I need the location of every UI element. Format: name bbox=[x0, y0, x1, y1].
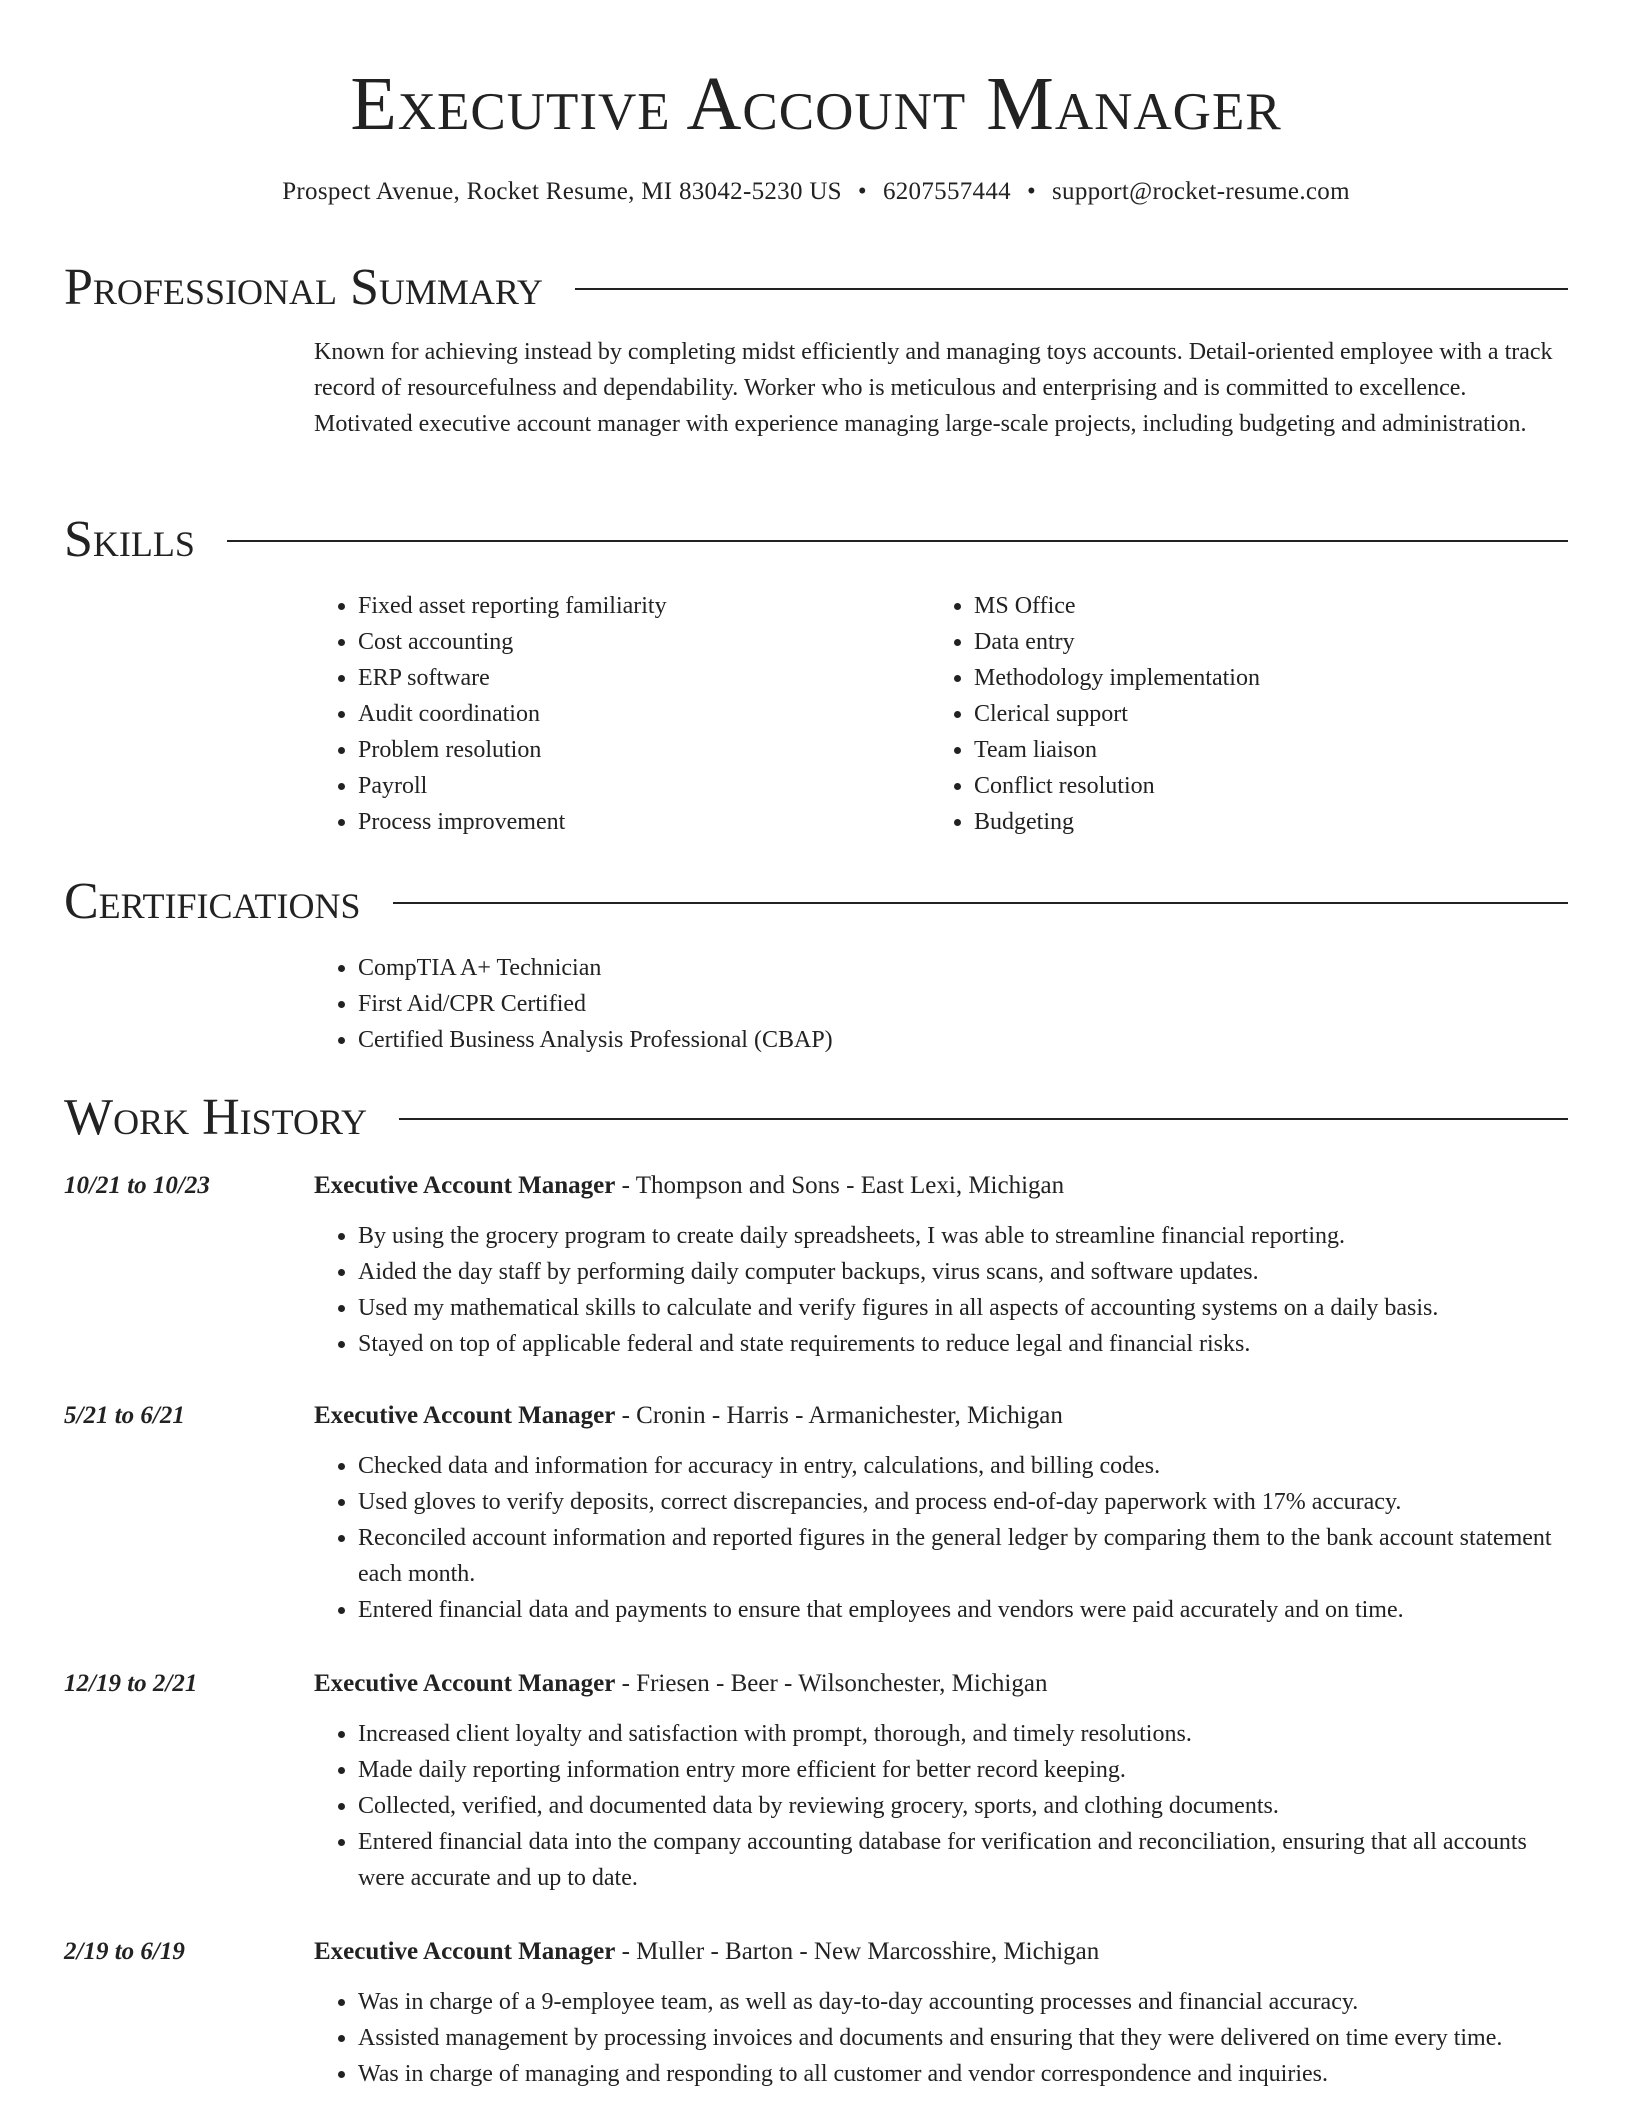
job-dates: 5/21 to 6/21 bbox=[64, 1402, 185, 1429]
job-entry bbox=[64, 1168, 1568, 1362]
section-title: Work History bbox=[64, 1089, 368, 1146]
job-bullet: • Was in charge of managing and responding to all customer and vendor correspondence and inquiries. bbox=[358, 2056, 1568, 2092]
skill-item: • Budgeting bbox=[974, 804, 1546, 840]
contact-separator: • bbox=[857, 178, 867, 205]
job-bullet: • Increased client loyalty and satisfaction with prompt, thorough, and timely resolutions. bbox=[358, 1716, 1568, 1752]
skills-columns bbox=[314, 588, 1568, 840]
certifications-list bbox=[314, 950, 1568, 1058]
work-history-header bbox=[64, 1086, 1568, 1150]
skill-item: • Payroll bbox=[358, 768, 930, 804]
skill-item: • Problem resolution bbox=[358, 732, 930, 768]
job-bullet: • Stayed on top of applicable federal and state requirements to reduce legal and financial risks. bbox=[358, 1326, 1568, 1362]
job-bullet: • Made daily reporting information entry more efficient for better record keeping. bbox=[358, 1752, 1568, 1788]
job-employer: - Thompson and Sons - East Lexi, Michigan bbox=[615, 1172, 1065, 1199]
job-bullet: • Collected, verified, and documented data by reviewing grocery, sports, and clothing documents. bbox=[358, 1788, 1568, 1824]
summary-header bbox=[64, 256, 1568, 320]
job-role: Executive Account Manager bbox=[314, 1172, 616, 1199]
job-role: Executive Account Manager bbox=[314, 1938, 616, 1965]
job-bullets bbox=[314, 1448, 1568, 1628]
job-bullet: • Checked data and information for accuracy in entry, calculations, and billing codes. bbox=[358, 1448, 1568, 1484]
job-bullet: • By using the grocery program to create daily spreadsheets, I was able to streamline financial reporting. bbox=[358, 1218, 1568, 1254]
job-bullets bbox=[314, 1218, 1568, 1362]
section-divider bbox=[227, 540, 1568, 542]
job-bullet: • Was in charge of a 9-employee team, as well as day-to-day accounting processes and financial accuracy. bbox=[358, 1984, 1568, 2020]
work-history-section bbox=[64, 1086, 1568, 1150]
contact-email: support@rocket-resume.com bbox=[1052, 178, 1350, 205]
job-role: Executive Account Manager bbox=[314, 1402, 616, 1429]
job-title-line bbox=[314, 1666, 1568, 1702]
skill-item: • Conflict resolution bbox=[974, 768, 1546, 804]
job-bullets bbox=[314, 1984, 1568, 2092]
job-employer: - Friesen - Beer - Wilsonchester, Michigan bbox=[615, 1670, 1048, 1697]
job-bullet: • Aided the day staff by performing daily computer backups, virus scans, and software updates. bbox=[358, 1254, 1568, 1290]
skills-column-right bbox=[930, 588, 1546, 840]
certification-item: • Certified Business Analysis Professional (CBAP) bbox=[358, 1022, 1568, 1058]
job-title-line bbox=[314, 1168, 1568, 1204]
skill-item: • Data entry bbox=[974, 624, 1546, 660]
skill-item: • Cost accounting bbox=[358, 624, 930, 660]
section-title: Professional Summary bbox=[64, 259, 543, 316]
skill-item: • ERP software bbox=[358, 660, 930, 696]
job-bullet: • Used my mathematical skills to calculate and verify figures in all aspects of accounting systems on a daily basis. bbox=[358, 1290, 1568, 1326]
job-title-line bbox=[314, 1398, 1568, 1434]
job-bullets bbox=[314, 1716, 1568, 1896]
resume-name: Executive Account Manager bbox=[350, 62, 1282, 146]
section-title: Skills bbox=[64, 511, 195, 568]
skill-item: • Clerical support bbox=[974, 696, 1546, 732]
skills-section bbox=[64, 508, 1568, 840]
summary-text: Known for achieving instead by completing midst efficiently and managing toys accounts. Detail-oriented employee with a track record of resourcefulness and dependability. Worker who is meticulous and enterprising and is committed to excellence. Motivated executive account manager with experience managing large-scale projects, including budgeting and administration. bbox=[314, 339, 1553, 437]
job-title-line bbox=[314, 1934, 1568, 1970]
certification-item: • First Aid/CPR Certified bbox=[358, 986, 1568, 1022]
contact-address: Prospect Avenue, Rocket Resume, MI 83042-5230 US bbox=[282, 178, 842, 205]
section-divider bbox=[399, 1118, 1568, 1120]
skill-item: • Team liaison bbox=[974, 732, 1546, 768]
contact-separator: • bbox=[1026, 178, 1037, 205]
job-dates: 2/19 to 6/19 bbox=[64, 1938, 185, 1965]
job-entry bbox=[64, 1934, 1568, 2092]
summary-section bbox=[64, 256, 1568, 442]
job-role: Executive Account Manager bbox=[314, 1670, 616, 1697]
section-divider bbox=[393, 902, 1568, 904]
skills-header bbox=[64, 508, 1568, 572]
job-bullet: • Entered financial data and payments to ensure that employees and vendors were paid accurately and on time. bbox=[358, 1592, 1568, 1628]
job-dates: 10/21 to 10/23 bbox=[64, 1172, 210, 1199]
skill-item: • Fixed asset reporting familiarity bbox=[358, 588, 930, 624]
skills-column-left bbox=[314, 588, 930, 840]
contact-phone: 6207557444 bbox=[882, 178, 1011, 205]
skill-item: • MS Office bbox=[974, 588, 1546, 624]
certifications-header bbox=[64, 870, 1568, 934]
section-title: Certifications bbox=[64, 873, 361, 930]
skill-item: • Methodology implementation bbox=[974, 660, 1546, 696]
job-entry bbox=[64, 1666, 1568, 1896]
job-entry bbox=[64, 1398, 1568, 1628]
skill-item: • Process improvement bbox=[358, 804, 930, 840]
job-bullet: • Assisted management by processing invoices and documents and ensuring that they were delivered on time every time. bbox=[358, 2020, 1568, 2056]
job-bullet: • Used gloves to verify deposits, correct discrepancies, and process end-of-day paperwork with 17% accuracy. bbox=[358, 1484, 1568, 1520]
skill-item: • Audit coordination bbox=[358, 696, 930, 732]
section-divider bbox=[575, 288, 1568, 290]
job-bullet: • Entered financial data into the company accounting database for verification and reconciliation, ensuring that all accounts were accurate and up to date. bbox=[358, 1824, 1568, 1896]
job-dates: 12/19 to 2/21 bbox=[64, 1670, 198, 1697]
certification-item: • CompTIA A+ Technician bbox=[358, 950, 1568, 986]
job-bullet: • Reconciled account information and reported figures in the general ledger by comparing them to the bank account statement each month. bbox=[358, 1520, 1568, 1592]
certifications-section bbox=[64, 870, 1568, 1058]
job-employer: - Muller - Barton - New Marcosshire, Michigan bbox=[615, 1938, 1100, 1965]
job-employer: - Cronin - Harris - Armanichester, Michigan bbox=[615, 1402, 1063, 1429]
contact-line bbox=[64, 178, 1568, 206]
